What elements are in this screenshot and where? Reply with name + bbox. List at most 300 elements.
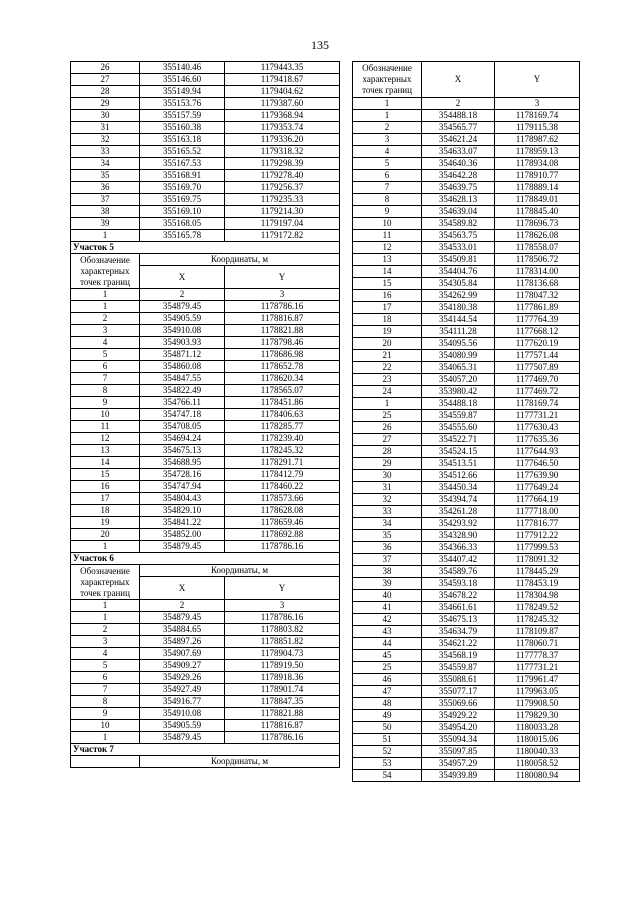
x-coordinate: 355146.60 (140, 74, 225, 86)
y-coordinate: 1178696.73 (495, 218, 580, 230)
table-row (353, 770, 580, 782)
point-number: 13 (71, 445, 140, 457)
table-row (353, 290, 580, 302)
right-header-row (353, 62, 580, 98)
table-row (71, 206, 340, 218)
page-number: 135 (311, 38, 329, 52)
y-coordinate: 1178245.32 (495, 614, 580, 626)
header-row (71, 565, 340, 577)
header-row (71, 254, 340, 266)
coordinates-header: Координаты, м (140, 254, 340, 266)
point-number: 1 (353, 398, 422, 410)
table-row (353, 362, 580, 374)
x-coordinate: 354563.75 (422, 230, 495, 242)
y-coordinate: 1177620.19 (495, 338, 580, 350)
y-coordinate: 1179336.20 (225, 134, 340, 146)
point-number: 2 (353, 122, 422, 134)
point-number: 35 (353, 530, 422, 542)
table-row (353, 134, 580, 146)
y-coordinate: 1177861.89 (495, 302, 580, 314)
table-row (71, 361, 340, 373)
point-number: 46 (353, 674, 422, 686)
point-number: 35 (71, 170, 140, 182)
point-number: 41 (353, 602, 422, 614)
x-coordinate: 355165.52 (140, 146, 225, 158)
point-number: 6 (71, 361, 140, 373)
table-row (71, 672, 340, 684)
x-coordinate: 354871.12 (140, 349, 225, 361)
point-number: 4 (71, 648, 140, 660)
y-header: Y (225, 577, 340, 600)
x-coordinate: 354261.28 (422, 506, 495, 518)
right-coordinates-table (352, 61, 580, 782)
point-number: 8 (71, 385, 140, 397)
x-coordinate: 354747.18 (140, 409, 225, 421)
table-row (353, 686, 580, 698)
point-number: 20 (71, 529, 140, 541)
y-coordinate: 1179418.67 (225, 74, 340, 86)
y-coordinate: 1177731.21 (495, 662, 580, 674)
y-coordinate: 1179318.32 (225, 146, 340, 158)
left-coordinates-table (70, 61, 340, 768)
y-coordinate: 1178412.79 (225, 469, 340, 481)
table-row (353, 638, 580, 650)
y-header: Y (225, 266, 340, 289)
table-row (71, 134, 340, 146)
table-row (353, 398, 580, 410)
point-number: 1 (353, 110, 422, 122)
table-row (71, 517, 340, 529)
table-row (71, 457, 340, 469)
x-coordinate: 354897.26 (140, 636, 225, 648)
y-coordinate: 1179214.30 (225, 206, 340, 218)
x-coordinate: 354688.95 (140, 457, 225, 469)
y-coordinate: 1178816.87 (225, 720, 340, 732)
table-row (353, 278, 580, 290)
table-row (71, 110, 340, 122)
column-number-row (71, 600, 340, 612)
point-number: 31 (71, 122, 140, 134)
x-coordinate: 354144.54 (422, 314, 495, 326)
point-number: 1 (71, 732, 140, 744)
x-coordinate: 354180.38 (422, 302, 495, 314)
point-number: 4 (353, 146, 422, 158)
y-coordinate: 1178445.29 (495, 566, 580, 578)
y-coordinate: 1180040.33 (495, 746, 580, 758)
y-coordinate: 1177664.19 (495, 494, 580, 506)
x-coordinate: 353980.42 (422, 386, 495, 398)
table-row (353, 122, 580, 134)
point-number: 3 (71, 325, 140, 337)
table-row (353, 182, 580, 194)
table-row (353, 254, 580, 266)
table-row (353, 506, 580, 518)
point-number: 40 (353, 590, 422, 602)
point-number: 16 (71, 481, 140, 493)
y-coordinate: 1177912.22 (495, 530, 580, 542)
y-coordinate: 1178136.68 (495, 278, 580, 290)
point-number: 54 (353, 770, 422, 782)
point-number: 49 (353, 710, 422, 722)
table-row (71, 409, 340, 421)
y-coordinate: 1178786.16 (225, 541, 340, 553)
point-number: 33 (71, 146, 140, 158)
table-row (71, 349, 340, 361)
x-coordinate: 354909.27 (140, 660, 225, 672)
table-row (71, 230, 340, 242)
section-title-row (71, 242, 340, 254)
y-coordinate: 1178786.16 (225, 732, 340, 744)
point-number: 32 (71, 134, 140, 146)
point-number: 30 (71, 110, 140, 122)
x-coordinate: 354879.45 (140, 541, 225, 553)
point-number: 18 (71, 505, 140, 517)
y-coordinate: 1178565.07 (225, 385, 340, 397)
x-coordinate: 355153.76 (140, 98, 225, 110)
point-number: 52 (353, 746, 422, 758)
x-coordinate: 354589.76 (422, 566, 495, 578)
y-coordinate: 1177469.70 (495, 374, 580, 386)
x-header: X (140, 266, 225, 289)
y-coordinate: 1180033.28 (495, 722, 580, 734)
x-coordinate: 354628.13 (422, 194, 495, 206)
y-coordinate: 1178934.08 (495, 158, 580, 170)
table-row (71, 660, 340, 672)
y-coordinate: 1178285.77 (225, 421, 340, 433)
table-row (71, 529, 340, 541)
y-coordinate: 1179404.62 (225, 86, 340, 98)
table-row (353, 626, 580, 638)
y-coordinate: 1178987.62 (495, 134, 580, 146)
table-row (353, 110, 580, 122)
x-coordinate: 354903.93 (140, 337, 225, 349)
point-number: 3 (71, 636, 140, 648)
column-number: 2 (140, 600, 225, 612)
section-title-row (71, 744, 340, 756)
x-coordinate: 354910.08 (140, 325, 225, 337)
x-coordinate: 354065.31 (422, 362, 495, 374)
point-number: 16 (353, 290, 422, 302)
table-row (71, 74, 340, 86)
y-coordinate: 1177816.77 (495, 518, 580, 530)
x-coordinate: 354847.55 (140, 373, 225, 385)
y-coordinate: 1177469.72 (495, 386, 580, 398)
y-coordinate: 1178659.46 (225, 517, 340, 529)
x-coordinate: 354675.13 (140, 445, 225, 457)
x-coordinate: 354524.15 (422, 446, 495, 458)
x-coordinate: 354929.26 (140, 672, 225, 684)
table-row (71, 182, 340, 194)
table-row (71, 624, 340, 636)
x-coordinate: 354822.49 (140, 385, 225, 397)
y-coordinate: 1177630.43 (495, 422, 580, 434)
point-number: 2 (71, 313, 140, 325)
table-row (353, 494, 580, 506)
x-coordinate: 354513.51 (422, 458, 495, 470)
x-coordinate: 354095.56 (422, 338, 495, 350)
table-row (353, 578, 580, 590)
y-coordinate: 1179443.35 (225, 62, 340, 74)
table-row (71, 194, 340, 206)
column-number: 1 (71, 289, 140, 301)
table-row (353, 758, 580, 770)
x-coordinate: 354533.01 (422, 242, 495, 254)
table-row (71, 696, 340, 708)
point-number: 39 (353, 578, 422, 590)
point-number: 29 (71, 98, 140, 110)
y-coordinate: 1178291.71 (225, 457, 340, 469)
y-coordinate: 1178803.82 (225, 624, 340, 636)
y-coordinate: 1178460.22 (225, 481, 340, 493)
x-coordinate: 354593.18 (422, 578, 495, 590)
column-number: 3 (225, 600, 340, 612)
table-row (353, 314, 580, 326)
table-row (71, 684, 340, 696)
point-number: 4 (71, 337, 140, 349)
table-row (71, 505, 340, 517)
table-row (353, 374, 580, 386)
x-coordinate: 354884.65 (140, 624, 225, 636)
point-number: 27 (353, 434, 422, 446)
point-number: 12 (71, 433, 140, 445)
designation-header: Обозначение характерных точек границ (71, 254, 140, 289)
x-coordinate: 355088.61 (422, 674, 495, 686)
point-number: 17 (71, 493, 140, 505)
y-coordinate: 1178451.86 (225, 397, 340, 409)
y-coordinate: 1178692.88 (225, 529, 340, 541)
section-title: Участок 7 (71, 744, 340, 756)
x-coordinate: 354488.18 (422, 398, 495, 410)
x-coordinate: 355140.46 (140, 62, 225, 74)
point-number: 8 (71, 696, 140, 708)
x-coordinate: 354394.74 (422, 494, 495, 506)
table-row (353, 602, 580, 614)
table-row (353, 662, 580, 674)
y-coordinate: 1178628.08 (225, 505, 340, 517)
x-coordinate: 354111.28 (422, 326, 495, 338)
point-number: 37 (71, 194, 140, 206)
x-coordinate: 354804.43 (140, 493, 225, 505)
x-coordinate: 354080.99 (422, 350, 495, 362)
x-coordinate: 355168.05 (140, 218, 225, 230)
y-coordinate: 1179115.38 (495, 122, 580, 134)
x-coordinate: 354621.22 (422, 638, 495, 650)
table-row (71, 636, 340, 648)
point-number: 15 (71, 469, 140, 481)
y-coordinate: 1177646.50 (495, 458, 580, 470)
point-number: 34 (353, 518, 422, 530)
x-coordinate: 354841.22 (140, 517, 225, 529)
point-number: 28 (353, 446, 422, 458)
x-coordinate: 355069.66 (422, 698, 495, 710)
section-title: Участок 6 (71, 553, 340, 565)
x-coordinate: 354860.08 (140, 361, 225, 373)
table-row (71, 612, 340, 624)
point-number: 50 (353, 722, 422, 734)
point-number: 34 (71, 158, 140, 170)
point-number: 25 (353, 410, 422, 422)
point-number: 22 (353, 362, 422, 374)
point-number: 15 (353, 278, 422, 290)
table-row (353, 350, 580, 362)
x-coordinate: 354916.77 (140, 696, 225, 708)
column-number-row: 1 2 3 (353, 98, 580, 110)
point-number: 19 (71, 517, 140, 529)
point-number: 43 (353, 626, 422, 638)
x-coordinate: 354559.87 (422, 662, 495, 674)
x-coordinate: 355149.94 (140, 86, 225, 98)
point-number: 33 (353, 506, 422, 518)
y-coordinate: 1178453.19 (495, 578, 580, 590)
y-coordinate: 1178573.66 (225, 493, 340, 505)
y-coordinate: 1178239.40 (225, 433, 340, 445)
x-coordinate: 354694.24 (140, 433, 225, 445)
y-coordinate: 1179368.94 (225, 110, 340, 122)
table-row (353, 614, 580, 626)
x-coordinate: 354640.36 (422, 158, 495, 170)
y-coordinate: 1179387.60 (225, 98, 340, 110)
x-coordinate: 354262.99 (422, 290, 495, 302)
point-number: 11 (353, 230, 422, 242)
x-coordinate: 354293.92 (422, 518, 495, 530)
x-coordinate: 355160.38 (140, 122, 225, 134)
table-row (353, 722, 580, 734)
x-coordinate: 354905.59 (140, 313, 225, 325)
point-number: 14 (353, 266, 422, 278)
table-row (353, 650, 580, 662)
y-coordinate: 1177764.39 (495, 314, 580, 326)
table-row (353, 194, 580, 206)
point-number: 1 (71, 301, 140, 313)
point-number: 38 (353, 566, 422, 578)
y-coordinate: 1178406.63 (225, 409, 340, 421)
table-row (353, 338, 580, 350)
point-number: 28 (71, 86, 140, 98)
y-coordinate: 1177778.37 (495, 650, 580, 662)
column-number-row (71, 289, 340, 301)
x-header: X (140, 577, 225, 600)
x-coordinate: 354927.49 (140, 684, 225, 696)
table-row (71, 301, 340, 313)
x-coordinate: 355097.85 (422, 746, 495, 758)
x-coordinate: 355165.78 (140, 230, 225, 242)
table-row (71, 313, 340, 325)
point-number: 9 (353, 206, 422, 218)
x-coordinate: 354879.45 (140, 732, 225, 744)
y-coordinate: 1178821.88 (225, 325, 340, 337)
point-number: 5 (71, 349, 140, 361)
y-coordinate: 1178845.40 (495, 206, 580, 218)
table-row (353, 734, 580, 746)
point-number: 20 (353, 338, 422, 350)
point-number: 36 (71, 182, 140, 194)
table-row (71, 122, 340, 134)
x-coordinate: 354634.79 (422, 626, 495, 638)
point-number: 29 (353, 458, 422, 470)
x-coordinate: 354512.66 (422, 470, 495, 482)
x-coordinate: 354639.04 (422, 206, 495, 218)
y-coordinate: 1177507.89 (495, 362, 580, 374)
table-row (353, 410, 580, 422)
y-coordinate: 1177635.36 (495, 434, 580, 446)
point-number: 42 (353, 614, 422, 626)
x-coordinate: 354559.87 (422, 410, 495, 422)
y-coordinate: 1177649.24 (495, 482, 580, 494)
y-coordinate: 1179298.39 (225, 158, 340, 170)
x-coordinate: 355169.75 (140, 194, 225, 206)
point-number: 44 (353, 638, 422, 650)
y-coordinate: 1178558.07 (495, 242, 580, 254)
point-number: 1 (71, 612, 140, 624)
header-row (71, 756, 340, 768)
y-coordinate: 1177999.53 (495, 542, 580, 554)
point-number: 9 (71, 397, 140, 409)
table-row (353, 434, 580, 446)
table-row (353, 674, 580, 686)
x-coordinate: 354450.34 (422, 482, 495, 494)
x-coordinate: 355163.18 (140, 134, 225, 146)
table-row (71, 385, 340, 397)
table-row (71, 170, 340, 182)
y-coordinate: 1178851.82 (225, 636, 340, 648)
table-row (71, 732, 340, 744)
x-coordinate: 354366.33 (422, 542, 495, 554)
point-number: 23 (353, 374, 422, 386)
table-row (353, 206, 580, 218)
y-coordinate: 1178620.34 (225, 373, 340, 385)
point-number: 27 (71, 74, 140, 86)
x-coordinate: 354708.05 (140, 421, 225, 433)
table-row (353, 386, 580, 398)
y-coordinate: 1178652.78 (225, 361, 340, 373)
point-number: 6 (353, 170, 422, 182)
point-number: 14 (71, 457, 140, 469)
point-number: 12 (353, 242, 422, 254)
point-number: 53 (353, 758, 422, 770)
y-coordinate: 1178847.35 (225, 696, 340, 708)
table-row (353, 326, 580, 338)
x-coordinate: 354829.10 (140, 505, 225, 517)
x-coordinate: 354633.07 (422, 146, 495, 158)
point-number: 9 (71, 708, 140, 720)
point-number: 6 (71, 672, 140, 684)
table-row (71, 421, 340, 433)
table-row (353, 218, 580, 230)
coordinates-header: Координаты, м (140, 565, 340, 577)
table-row (353, 422, 580, 434)
point-number: 13 (353, 254, 422, 266)
table-row (353, 170, 580, 182)
y-header: Y (495, 62, 580, 98)
table-row (71, 445, 340, 457)
point-number: 7 (71, 684, 140, 696)
table-row (71, 146, 340, 158)
y-coordinate: 1178786.16 (225, 301, 340, 313)
table-row (353, 566, 580, 578)
section-title: Участок 5 (71, 242, 340, 254)
designation-header: Обозначение характерных точек границ (71, 565, 140, 600)
point-number: 45 (353, 650, 422, 662)
y-coordinate: 1178959.13 (495, 146, 580, 158)
y-coordinate: 1179353.74 (225, 122, 340, 134)
x-coordinate: 354907.69 (140, 648, 225, 660)
y-coordinate: 1178314.00 (495, 266, 580, 278)
table-row (353, 518, 580, 530)
table-row (353, 542, 580, 554)
x-coordinate: 354661.61 (422, 602, 495, 614)
column-number: 1 (71, 600, 140, 612)
x-coordinate: 354910.08 (140, 708, 225, 720)
